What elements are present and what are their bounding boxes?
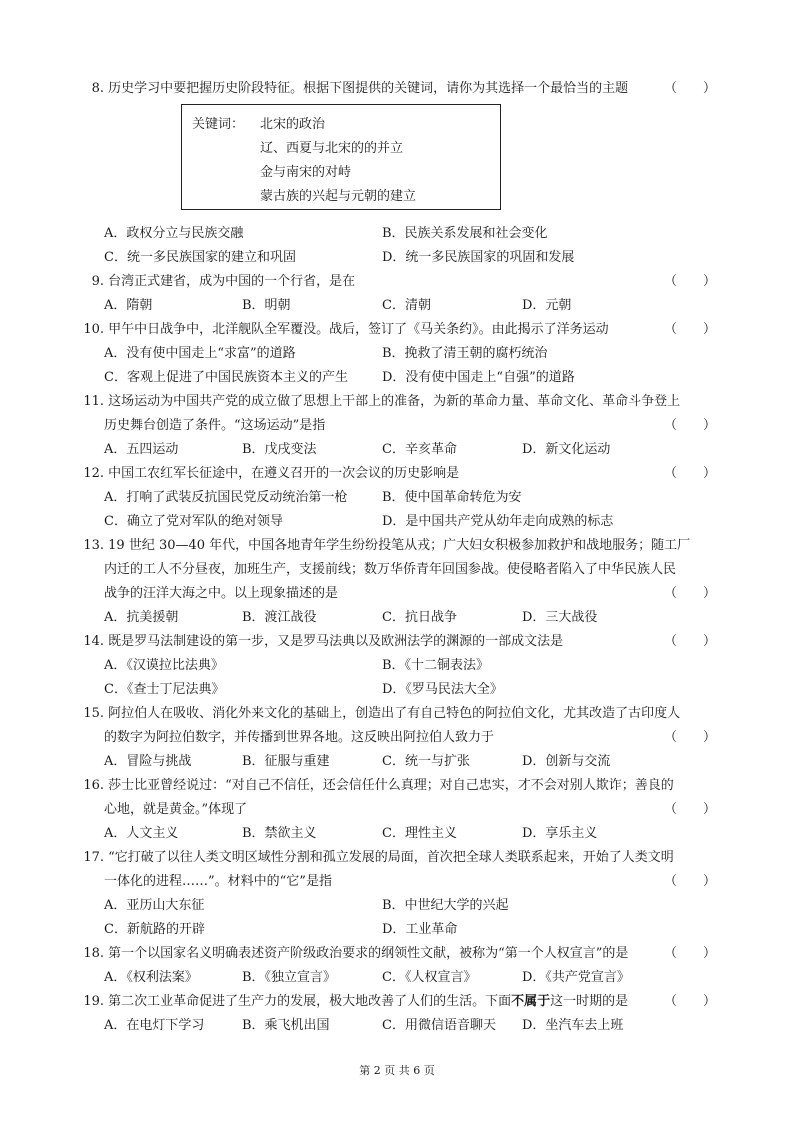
answer-blank: （ ） (663, 322, 716, 337)
option-c: C．统一与扩张 (382, 754, 470, 769)
question-number: 10. (83, 322, 104, 337)
option-b: B．使中国革命转危为安 (382, 490, 522, 505)
option-c: C．清朝 (382, 298, 431, 313)
question-number: 9. (91, 274, 104, 289)
option-d: D．统一多民族国家的巩固和发展 (382, 250, 575, 265)
question-stem: 台湾正式建省，成为中国的一个行省，是在 (108, 274, 356, 289)
question-number: 13. (83, 538, 104, 553)
option-a: A．《汉谟拉比法典》 (104, 658, 224, 673)
question-stem-cont: 的数字为阿拉伯数字，并传播到世界各地。这反映出阿拉伯人致力于 (104, 730, 495, 745)
question-10 (80, 318, 720, 390)
question-stem: 19 世纪 30—40 年代，中国各地青年学生纷纷投笔从戎；广大妇女积极参加救护和战地服务；随工厂 (108, 538, 691, 553)
question-stem: 甲午中日战争中，北洋舰队全军覆没。战后，签订了《马关条约》。由此揭示了洋务运动 (108, 322, 609, 337)
answer-blank: （ ） (663, 946, 716, 961)
answer-blank: （ ） (663, 418, 716, 433)
answer-blank: （ ） (663, 802, 716, 817)
option-d: D．《罗马民法大全》 (382, 682, 503, 697)
question-number: 12. (83, 466, 104, 481)
option-d: D．享乐主义 (522, 826, 598, 841)
answer-blank: （ ） (663, 994, 716, 1009)
option-b: B．挽救了清王朝的腐朽统治 (382, 346, 548, 361)
question-stem: 既是罗马法制建设的第一步，又是罗马法典以及欧洲法学的渊源的一部成文法是 (108, 634, 564, 649)
option-b: B．乘飞机出国 (242, 1018, 330, 1033)
option-a: A．冒险与挑战 (104, 754, 192, 769)
answer-blank: （ ） (663, 81, 716, 96)
option-c: C．新航路的开辟 (104, 922, 205, 937)
question-8 (80, 77, 720, 101)
option-a: A．人文主义 (104, 826, 179, 841)
question-13 (80, 534, 720, 630)
question-stem-post: 这一时期的是 (550, 994, 629, 1009)
option-b: B．禁欲主义 (242, 826, 317, 841)
option-d: D．坐汽车去上班 (522, 1018, 624, 1033)
question-stem-cont: 战争的汪洋大海之中。以上现象描述的是 (104, 586, 339, 601)
option-c: C．理性主义 (382, 826, 457, 841)
question-number: 11. (83, 394, 104, 409)
question-18 (80, 942, 720, 990)
option-a: A．打响了武装反抗国民党反动统治第一枪 (104, 490, 348, 505)
question-stem: 这场运动为中国共产党的成立做了思想上干部上的准备，为新的革命力量、革命文化、革命斗争登上 (108, 394, 681, 409)
option-c: C．客观上促进了中国民族资本主义的产生 (104, 370, 348, 385)
option-b: B．《独立宣言》 (242, 970, 337, 985)
option-c: C．确立了党对军队的绝对领导 (104, 514, 283, 529)
question-16 (80, 774, 720, 846)
option-a: A．隋朝 (104, 298, 153, 313)
option-c: C．抗日战争 (382, 610, 457, 625)
question-stem-cont: 内迁的工人不分昼夜，加班生产，支援前线；数万华侨青年回国参战。使侵略者陷入了中华民族人民 (104, 562, 677, 577)
question-stem-cont: 一体化的进程……”。材料中的“它”是指 (104, 874, 332, 889)
answer-blank: （ ） (663, 874, 716, 889)
answer-blank: （ ） (663, 586, 716, 601)
question-stem: 莎士比亚曾经说过：“对自己不信任，还会信任什么真理；对自己忠实，才不会对别人欺诈；善良的 (108, 778, 674, 793)
option-a: A．在电灯下学习 (104, 1018, 205, 1033)
question-12 (80, 462, 720, 534)
question-number: 14. (83, 634, 104, 649)
question-15 (80, 702, 720, 774)
option-c: C．《人权宣言》 (382, 970, 477, 985)
page-footer: 第 2 页 共 6 页 (359, 1064, 435, 1077)
option-a: A．抗美援朝 (104, 610, 179, 625)
option-a: A．政权分立与民族交融 (104, 226, 244, 241)
answer-blank: （ ） (663, 274, 716, 289)
question-stem-cont: 历史舞台创造了条件。“这场运动”是指 (104, 418, 326, 433)
option-c: C．统一多民族国家的建立和巩固 (104, 250, 296, 265)
option-d: D．是中国共产党从幼年走向成熟的标志 (382, 514, 614, 529)
option-b: B．中世纪大学的兴起 (382, 898, 509, 913)
keyword-item: 金与南宋的对峙 (260, 165, 352, 180)
question-number: 16. (83, 778, 104, 793)
option-b: B．民族关系发展和社会变化 (382, 226, 548, 241)
question-number: 19. (83, 994, 104, 1009)
option-d: D．《共产党宣言》 (522, 970, 630, 985)
keyword-label: 关键词： (192, 117, 245, 132)
answer-blank: （ ） (663, 466, 716, 481)
question-number: 17. (83, 850, 104, 865)
option-c: C．《查士丁尼法典》 (104, 682, 225, 697)
emphasis-text: 不属于 (511, 994, 551, 1009)
question-stem: “它打破了以往人类文明区域性分割和孤立发展的局面，首次把全球人类联系起来，开始了人类文明 (108, 850, 674, 865)
option-b: B．《十二铜表法》 (382, 658, 490, 673)
option-a: A．五四运动 (104, 442, 179, 457)
question-stem: 历史学习中要把握历史阶段特征。根据下图提供的关键词，请你为其选择一个最恰当的主题 (108, 81, 629, 96)
keyword-item: 蒙古族的兴起与元朝的建立 (260, 189, 417, 204)
option-b: B．明朝 (242, 298, 291, 313)
option-d: D．没有使中国走上“自强”的道路 (382, 370, 575, 385)
question-11 (80, 390, 720, 462)
option-b: B．渡江战役 (242, 610, 317, 625)
question-14 (80, 630, 720, 702)
question-stem: 第二次工业革命促进了生产力的发展，极大地改善了人们的生活。下面 (108, 994, 512, 1009)
option-c: C．辛亥革命 (382, 442, 457, 457)
option-c: C．用微信语音聊天 (382, 1018, 496, 1033)
keyword-item: 辽、西夏与北宋的的并立 (260, 141, 404, 156)
keyword-box (181, 104, 501, 210)
question-17 (80, 846, 720, 942)
question-8-options (80, 222, 720, 270)
question-number: 8. (91, 81, 104, 96)
question-stem-cont: 心地，就是黄金。”体现了 (104, 802, 248, 817)
answer-blank: （ ） (663, 634, 716, 649)
option-d: D．元朝 (522, 298, 572, 313)
question-stem: 中国工农红军长征途中，在遵义召开的一次会议的历史影响是 (108, 466, 460, 481)
option-d: D．三大战役 (522, 610, 598, 625)
question-number: 18. (83, 946, 104, 961)
option-b: B．征服与重建 (242, 754, 330, 769)
question-19 (80, 990, 720, 1038)
option-d: D．创新与交流 (522, 754, 611, 769)
option-b: B．戊戌变法 (242, 442, 317, 457)
option-a: A．亚历山大东征 (104, 898, 205, 913)
answer-blank: （ ） (663, 730, 716, 745)
question-stem: 阿拉伯人在吸收、消化外来文化的基础上，创造出了有自己特色的阿拉伯文化，尤其改造了古印度人 (108, 706, 681, 721)
question-number: 15. (83, 706, 104, 721)
keyword-item: 北宋的政治 (260, 117, 326, 132)
question-stem: 第一个以国家名义明确表述资产阶级政治要求的纲领性文献，被称为“第一个人权宣言”的是 (108, 946, 629, 961)
option-a: A．没有使中国走上“求富”的道路 (104, 346, 296, 361)
question-9 (80, 270, 720, 318)
option-d: D．新文化运动 (522, 442, 611, 457)
option-d: D．工业革命 (382, 922, 458, 937)
option-a: A．《权利法案》 (104, 970, 198, 985)
